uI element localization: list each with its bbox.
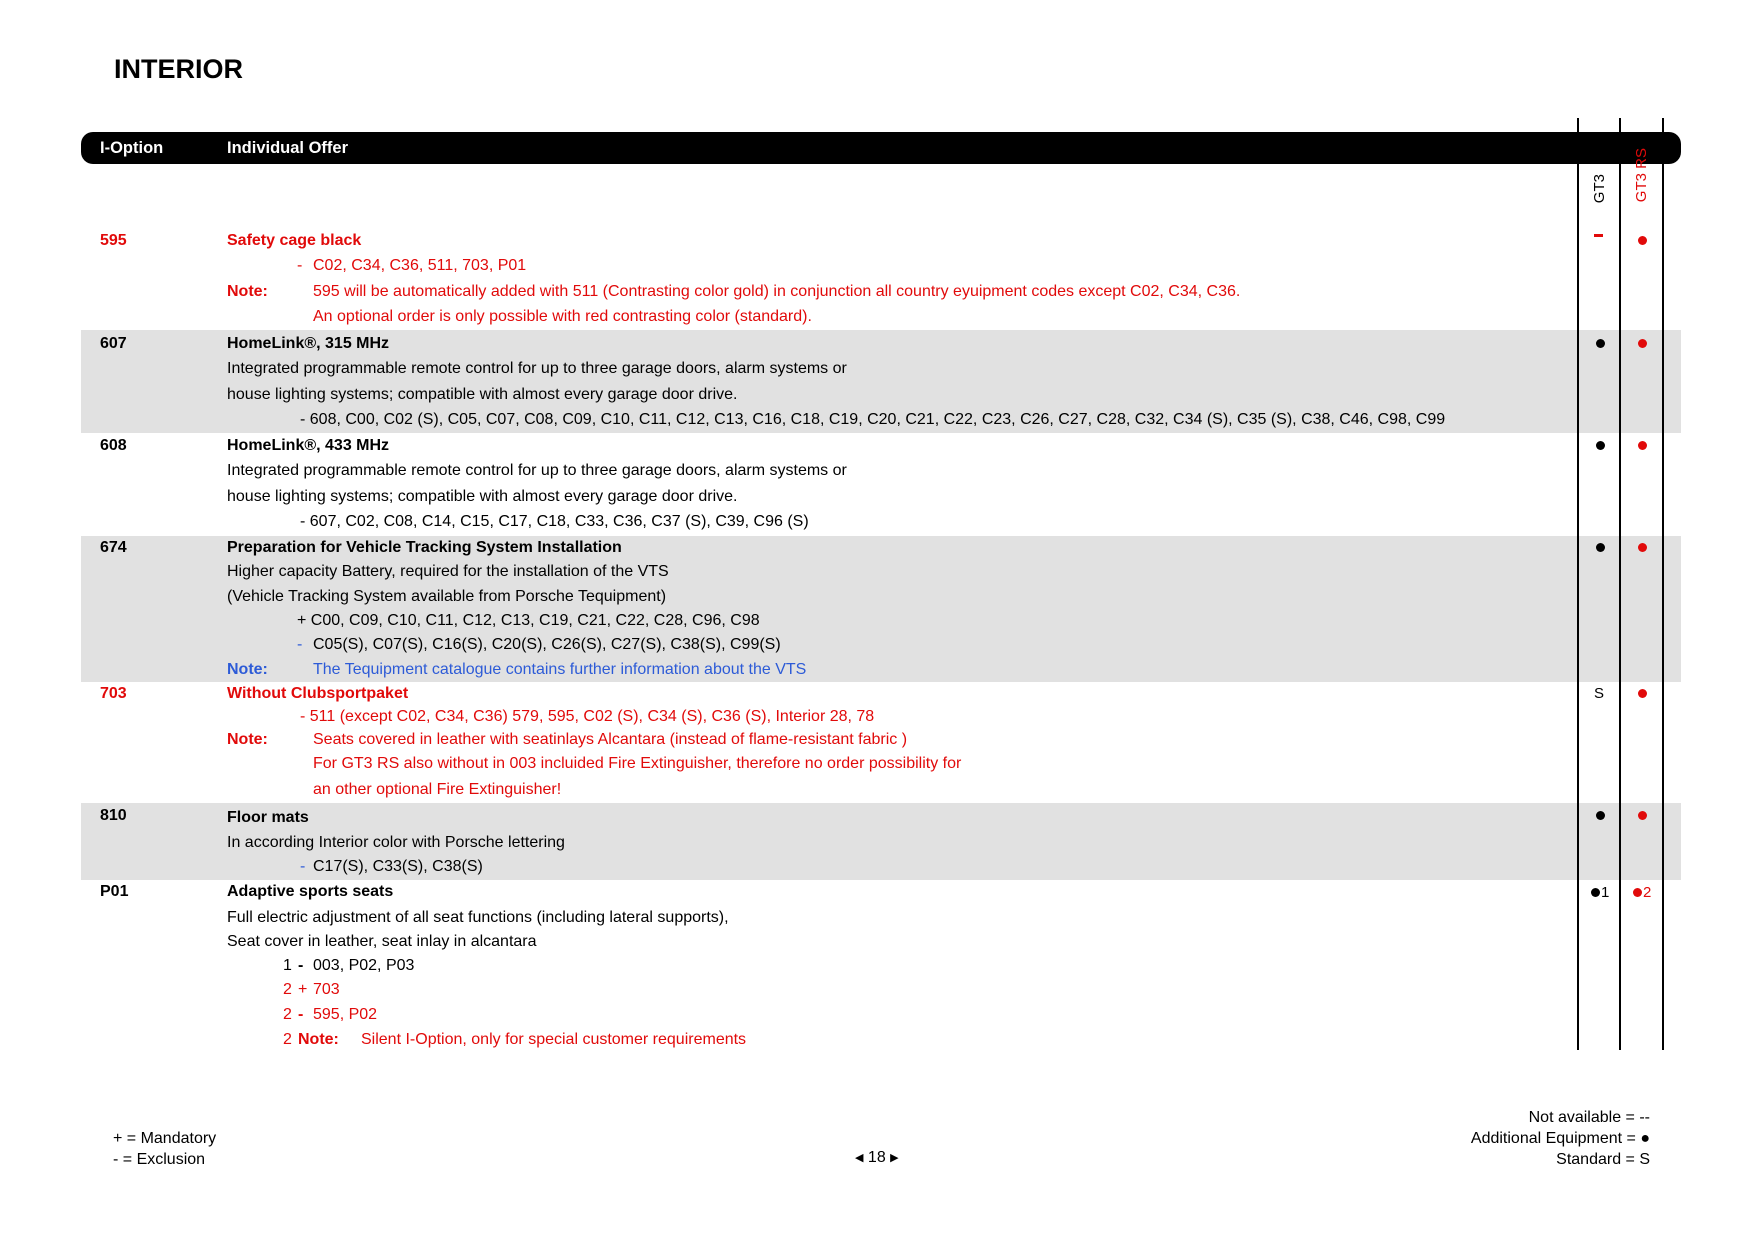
footnote-number: 2: [283, 1031, 292, 1048]
option-title: Floor mats: [227, 809, 309, 826]
option-code: 595: [100, 232, 127, 249]
option-title: HomeLink®, 433 MHz: [227, 437, 390, 454]
exclusion-codes: - 511 (except C02, C34, C36) 579, 595, C02 (S), C34 (S), C36 (S), Interior 28, 78: [300, 708, 875, 725]
exclusion-codes: C05(S), C07(S), C16(S), C20(S), C26(S), C27(S), C38(S), C99(S): [313, 636, 781, 653]
note-text: An optional order is only possible with red contrasting color (standard).: [313, 308, 812, 325]
option-description: Full electric adjustment of all seat functions (including lateral supports),: [227, 909, 729, 926]
option-code: 608: [100, 437, 127, 454]
note-text: The Tequipment catalogue contains further information about the VTS: [313, 661, 807, 678]
footnote-number: 2: [283, 1006, 292, 1023]
mandatory-sign: +: [298, 981, 308, 998]
exclusion-codes: - 607, C02, C08, C14, C15, C17, C18, C33, C36, C37 (S), C39, C96 (S): [300, 513, 809, 530]
additional-equipment-dot: [1596, 543, 1605, 552]
note-text: Silent I-Option, only for special customer requirements: [361, 1031, 747, 1048]
mandatory-codes: + C00, C09, C10, C11, C12, C13, C19, C21, C22, C28, C96, C98: [297, 612, 760, 629]
note-label: Note:: [227, 661, 268, 678]
option-title: Safety cage black: [227, 232, 362, 249]
option-description: Integrated programmable remote control for up to three garage doors, alarm systems or: [227, 462, 847, 479]
not-available-mark: [1594, 234, 1603, 237]
exclusion-codes: - 608, C00, C02 (S), C05, C07, C08, C09, C10, C11, C12, C13, C16, C18, C19, C20, C21, C22, C23, C26, C27, C28, C32, C34 (S), C35 (S), C38, C46, C98, C99: [300, 411, 1446, 428]
option-title: Preparation for Vehicle Tracking System Installation: [227, 539, 622, 556]
option-description: Seat cover in leather, seat inlay in alcantara: [227, 933, 537, 950]
note-label: Note:: [227, 731, 268, 748]
option-description: In according Interior color with Porsche lettering: [227, 834, 565, 851]
column-divider: [1619, 118, 1621, 1050]
exclusion-codes: 595, P02: [313, 1006, 378, 1023]
option-title: Adaptive sports seats: [227, 883, 394, 900]
note-text: 595 will be automatically added with 511 (Contrasting color gold) in conjunction all country eyuipment codes except C02, C34, C36.: [313, 283, 1241, 300]
header-offer: Individual Offer: [227, 139, 349, 157]
option-description: house lighting systems; compatible with almost every garage door drive.: [227, 488, 738, 505]
footnote-number: 1: [283, 957, 292, 974]
exclusion-sign: -: [298, 957, 304, 974]
option-description: Integrated programmable remote control for up to three garage doors, alarm systems or: [227, 360, 847, 377]
option-title: HomeLink®, 315 MHz: [227, 335, 390, 352]
additional-equipment-dot: [1638, 236, 1647, 245]
option-code: 703: [100, 685, 127, 702]
option-code: 607: [100, 335, 127, 352]
page-title: INTERIOR: [114, 54, 244, 84]
additional-equipment-dot: [1638, 543, 1647, 552]
note-text: For GT3 RS also without in 003 incluided Fire Extinguisher, therefore no order possibility for: [313, 755, 962, 772]
additional-equipment-dot: [1596, 441, 1605, 450]
note-text: Seats covered in leather with seatinlays Alcantara (instead of flame-resistant fabric ): [313, 731, 908, 748]
column-heading-gt3rs: GT3 RS: [1633, 148, 1650, 203]
column-divider: [1662, 118, 1664, 1050]
footnote-ref: 2: [1643, 884, 1652, 901]
option-description: (Vehicle Tracking System available from Porsche Tequipment): [227, 588, 667, 605]
note-label: Note:: [227, 283, 268, 300]
additional-equipment-dot: [1638, 689, 1647, 698]
exclusion-codes: C02, C34, C36, 511, 703, P01: [313, 257, 527, 274]
legend-exclusion: - = Exclusion: [113, 1151, 206, 1168]
note-label: Note:: [298, 1031, 339, 1048]
option-title: Without Clubsportpaket: [227, 685, 409, 702]
option-description: Higher capacity Battery, required for the installation of the VTS: [227, 563, 669, 580]
exclusion-sign: -: [297, 257, 303, 274]
footnote-number: 2: [283, 981, 292, 998]
additional-equipment-dot: [1638, 441, 1647, 450]
legend-additional: Additional Equipment = ●: [1470, 1130, 1650, 1147]
triangle-left-icon[interactable]: ◀: [855, 1152, 864, 1164]
option-code: P01: [100, 883, 129, 900]
legend-mandatory: + = Mandatory: [113, 1130, 217, 1147]
header-option: I-Option: [100, 139, 164, 157]
exclusion-sign: -: [298, 1006, 304, 1023]
option-code: 674: [100, 539, 127, 556]
exclusion-sign: -: [300, 858, 306, 875]
page-number: 18: [867, 1149, 886, 1166]
note-text: an other optional Fire Extinguisher!: [313, 781, 562, 798]
additional-equipment-dot: [1596, 339, 1605, 348]
option-description: house lighting systems; compatible with almost every garage door drive.: [227, 386, 738, 403]
additional-equipment-dot: [1596, 811, 1605, 820]
exclusion-sign: -: [297, 636, 303, 653]
standard-mark: S: [1594, 685, 1605, 702]
additional-equipment-dot: [1638, 339, 1647, 348]
additional-equipment-dot: [1638, 811, 1647, 820]
legend-standard: Standard = S: [1556, 1151, 1650, 1168]
triangle-right-icon[interactable]: ▶: [890, 1152, 899, 1164]
footnote-ref: 1: [1601, 884, 1610, 901]
exclusion-codes: C17(S), C33(S), C38(S): [313, 858, 483, 875]
mandatory-codes: 703: [313, 981, 340, 998]
exclusion-codes: 003, P02, P03: [313, 957, 415, 974]
column-heading-gt3: GT3: [1591, 174, 1608, 204]
additional-equipment-dot: [1633, 888, 1642, 897]
additional-equipment-dot: [1591, 888, 1600, 897]
column-divider: [1577, 118, 1579, 1050]
legend-not-available: Not available = --: [1528, 1109, 1650, 1126]
pager: [855, 1149, 899, 1167]
option-code: 810: [100, 807, 127, 824]
